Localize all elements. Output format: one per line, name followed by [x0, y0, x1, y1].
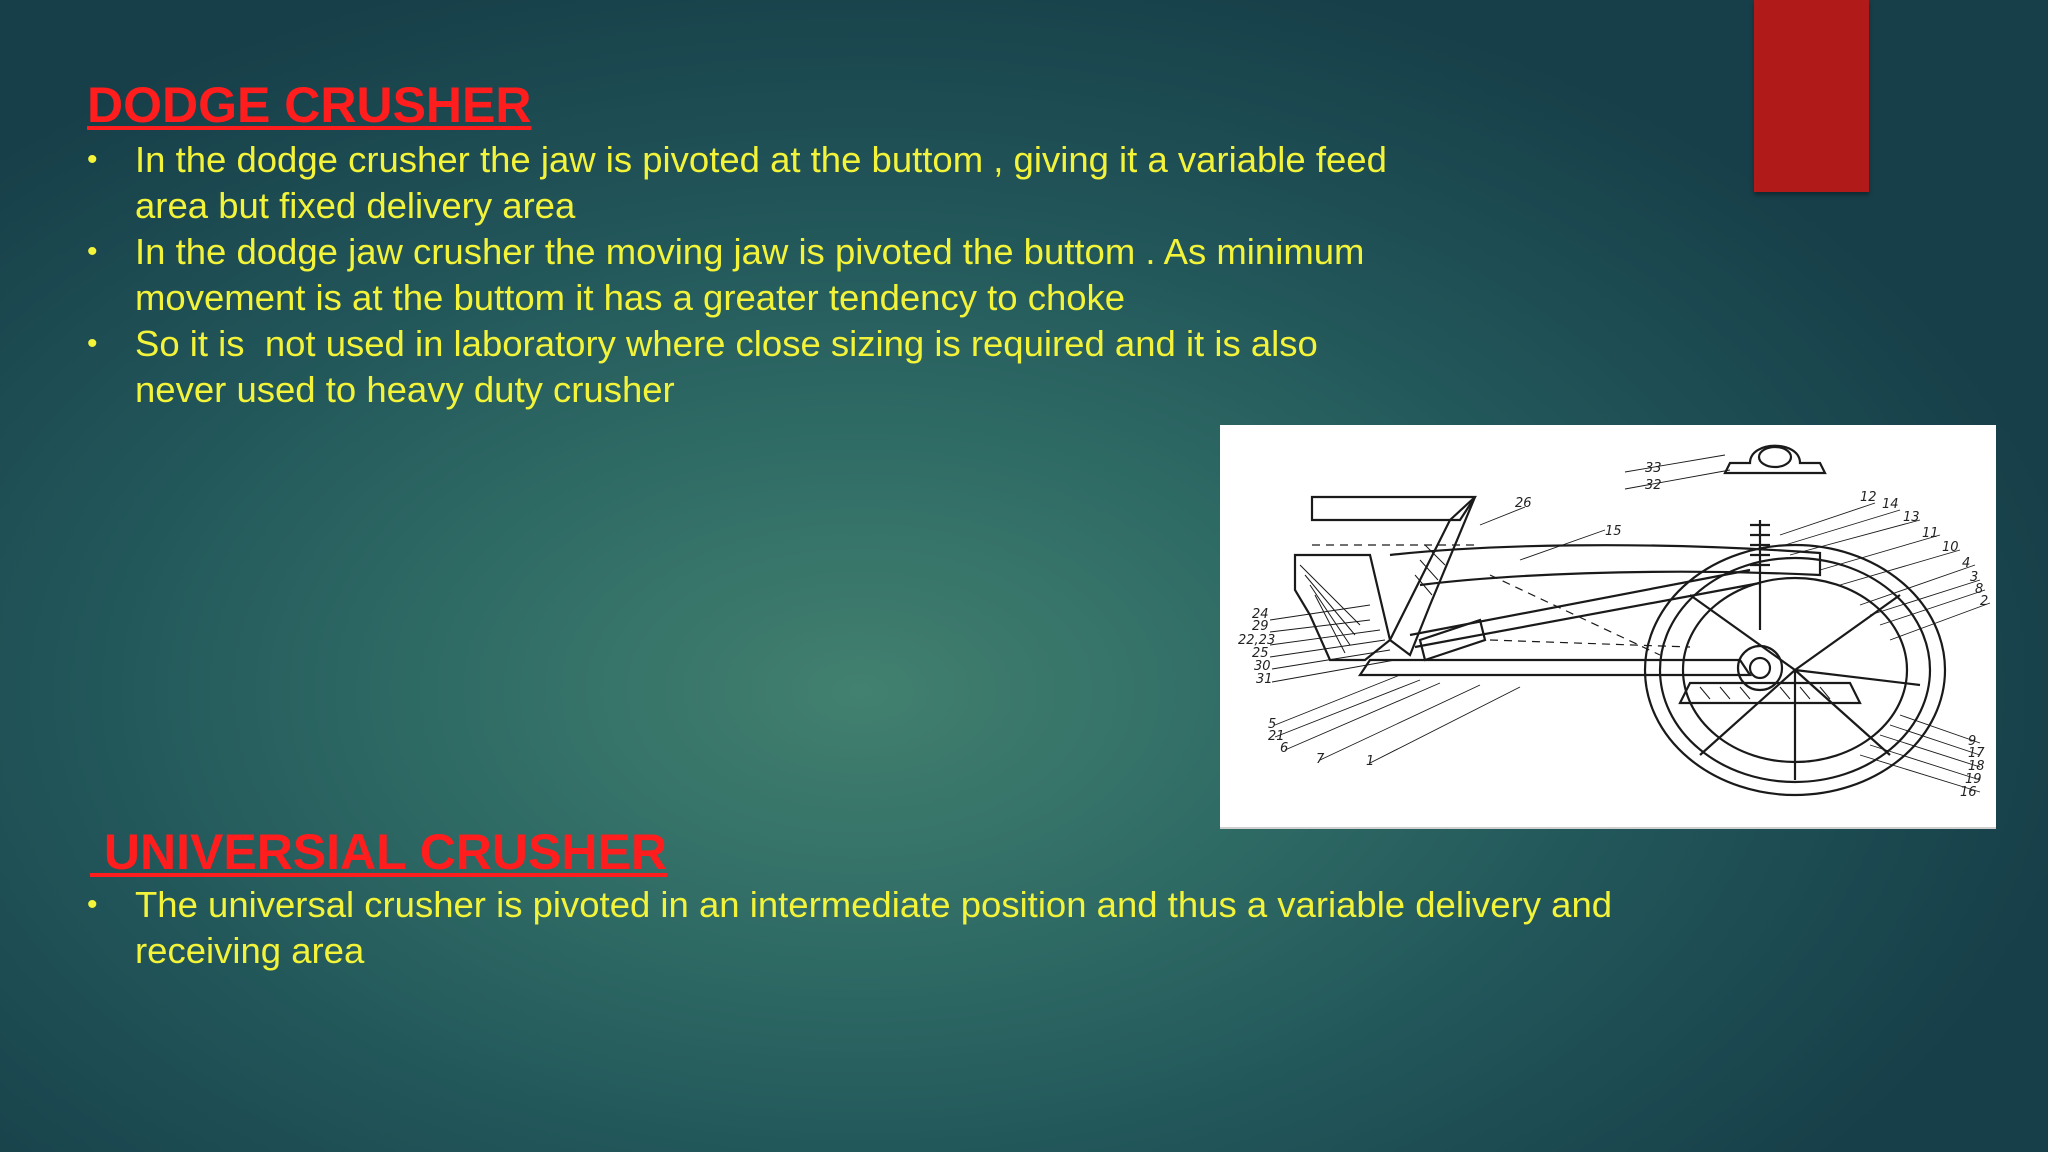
callout-label: 13 [1903, 510, 1920, 525]
callout-label: 11 [1922, 526, 1939, 541]
crusher-line-drawing [1220, 425, 1996, 827]
callout-label: 26 [1515, 496, 1532, 511]
callout-label: 32 [1645, 478, 1662, 493]
callout-label: 29 [1252, 619, 1269, 634]
callout-label: 5 [1268, 717, 1277, 732]
callout-label: 1 [1366, 754, 1375, 769]
callout-label: 17 [1968, 746, 1985, 761]
callout-label: 10 [1942, 540, 1959, 555]
callout-label: 25 [1252, 646, 1269, 661]
callout-label: 16 [1960, 785, 1977, 800]
dodge-crusher-diagram [1220, 425, 1996, 829]
dodge-crusher-heading: DODGE CRUSHER [87, 77, 532, 133]
callout-label: 22,23 [1238, 633, 1276, 648]
callout-label: 31 [1256, 672, 1273, 687]
callout-label: 8 [1975, 582, 1984, 597]
callout-label: 12 [1860, 490, 1877, 505]
bullet-item: • In the dodge jaw crusher the moving jaw is pivoted the buttom . As minimum movement is at the buttom it has a greater tendency to choke [87, 229, 1417, 321]
universal-crusher-bullets [87, 882, 1747, 974]
callout-label: 7 [1316, 752, 1325, 767]
callout-label: 15 [1605, 524, 1622, 539]
callout-label: 24 [1252, 607, 1269, 622]
bullet-item: • So it is not used in laboratory where close sizing is required and it is also never used to heavy duty crusher [87, 321, 1417, 413]
callout-label: 4 [1962, 556, 1971, 571]
accent-bar [1754, 0, 1869, 192]
universal-crusher-heading: UNIVERSIAL CRUSHER [90, 824, 667, 880]
callout-label: 14 [1882, 497, 1899, 512]
dodge-crusher-bullets [87, 137, 1417, 413]
callout-label: 2 [1980, 594, 1989, 609]
callout-label: 19 [1965, 772, 1982, 787]
callout-label: 6 [1280, 741, 1289, 756]
bullet-item: • The universal crusher is pivoted in an intermediate position and thus a variable delivery and receiving area [87, 882, 1747, 974]
callout-label: 9 [1968, 734, 1977, 749]
callout-label: 30 [1254, 659, 1271, 674]
bullet-item: • In the dodge crusher the jaw is pivoted at the buttom , giving it a variable feed area but fixed delivery area [87, 137, 1417, 229]
callout-label: 3 [1970, 570, 1979, 585]
callout-label: 33 [1645, 461, 1662, 476]
callout-label: 18 [1968, 759, 1985, 774]
callout-label: 21 [1268, 729, 1285, 744]
